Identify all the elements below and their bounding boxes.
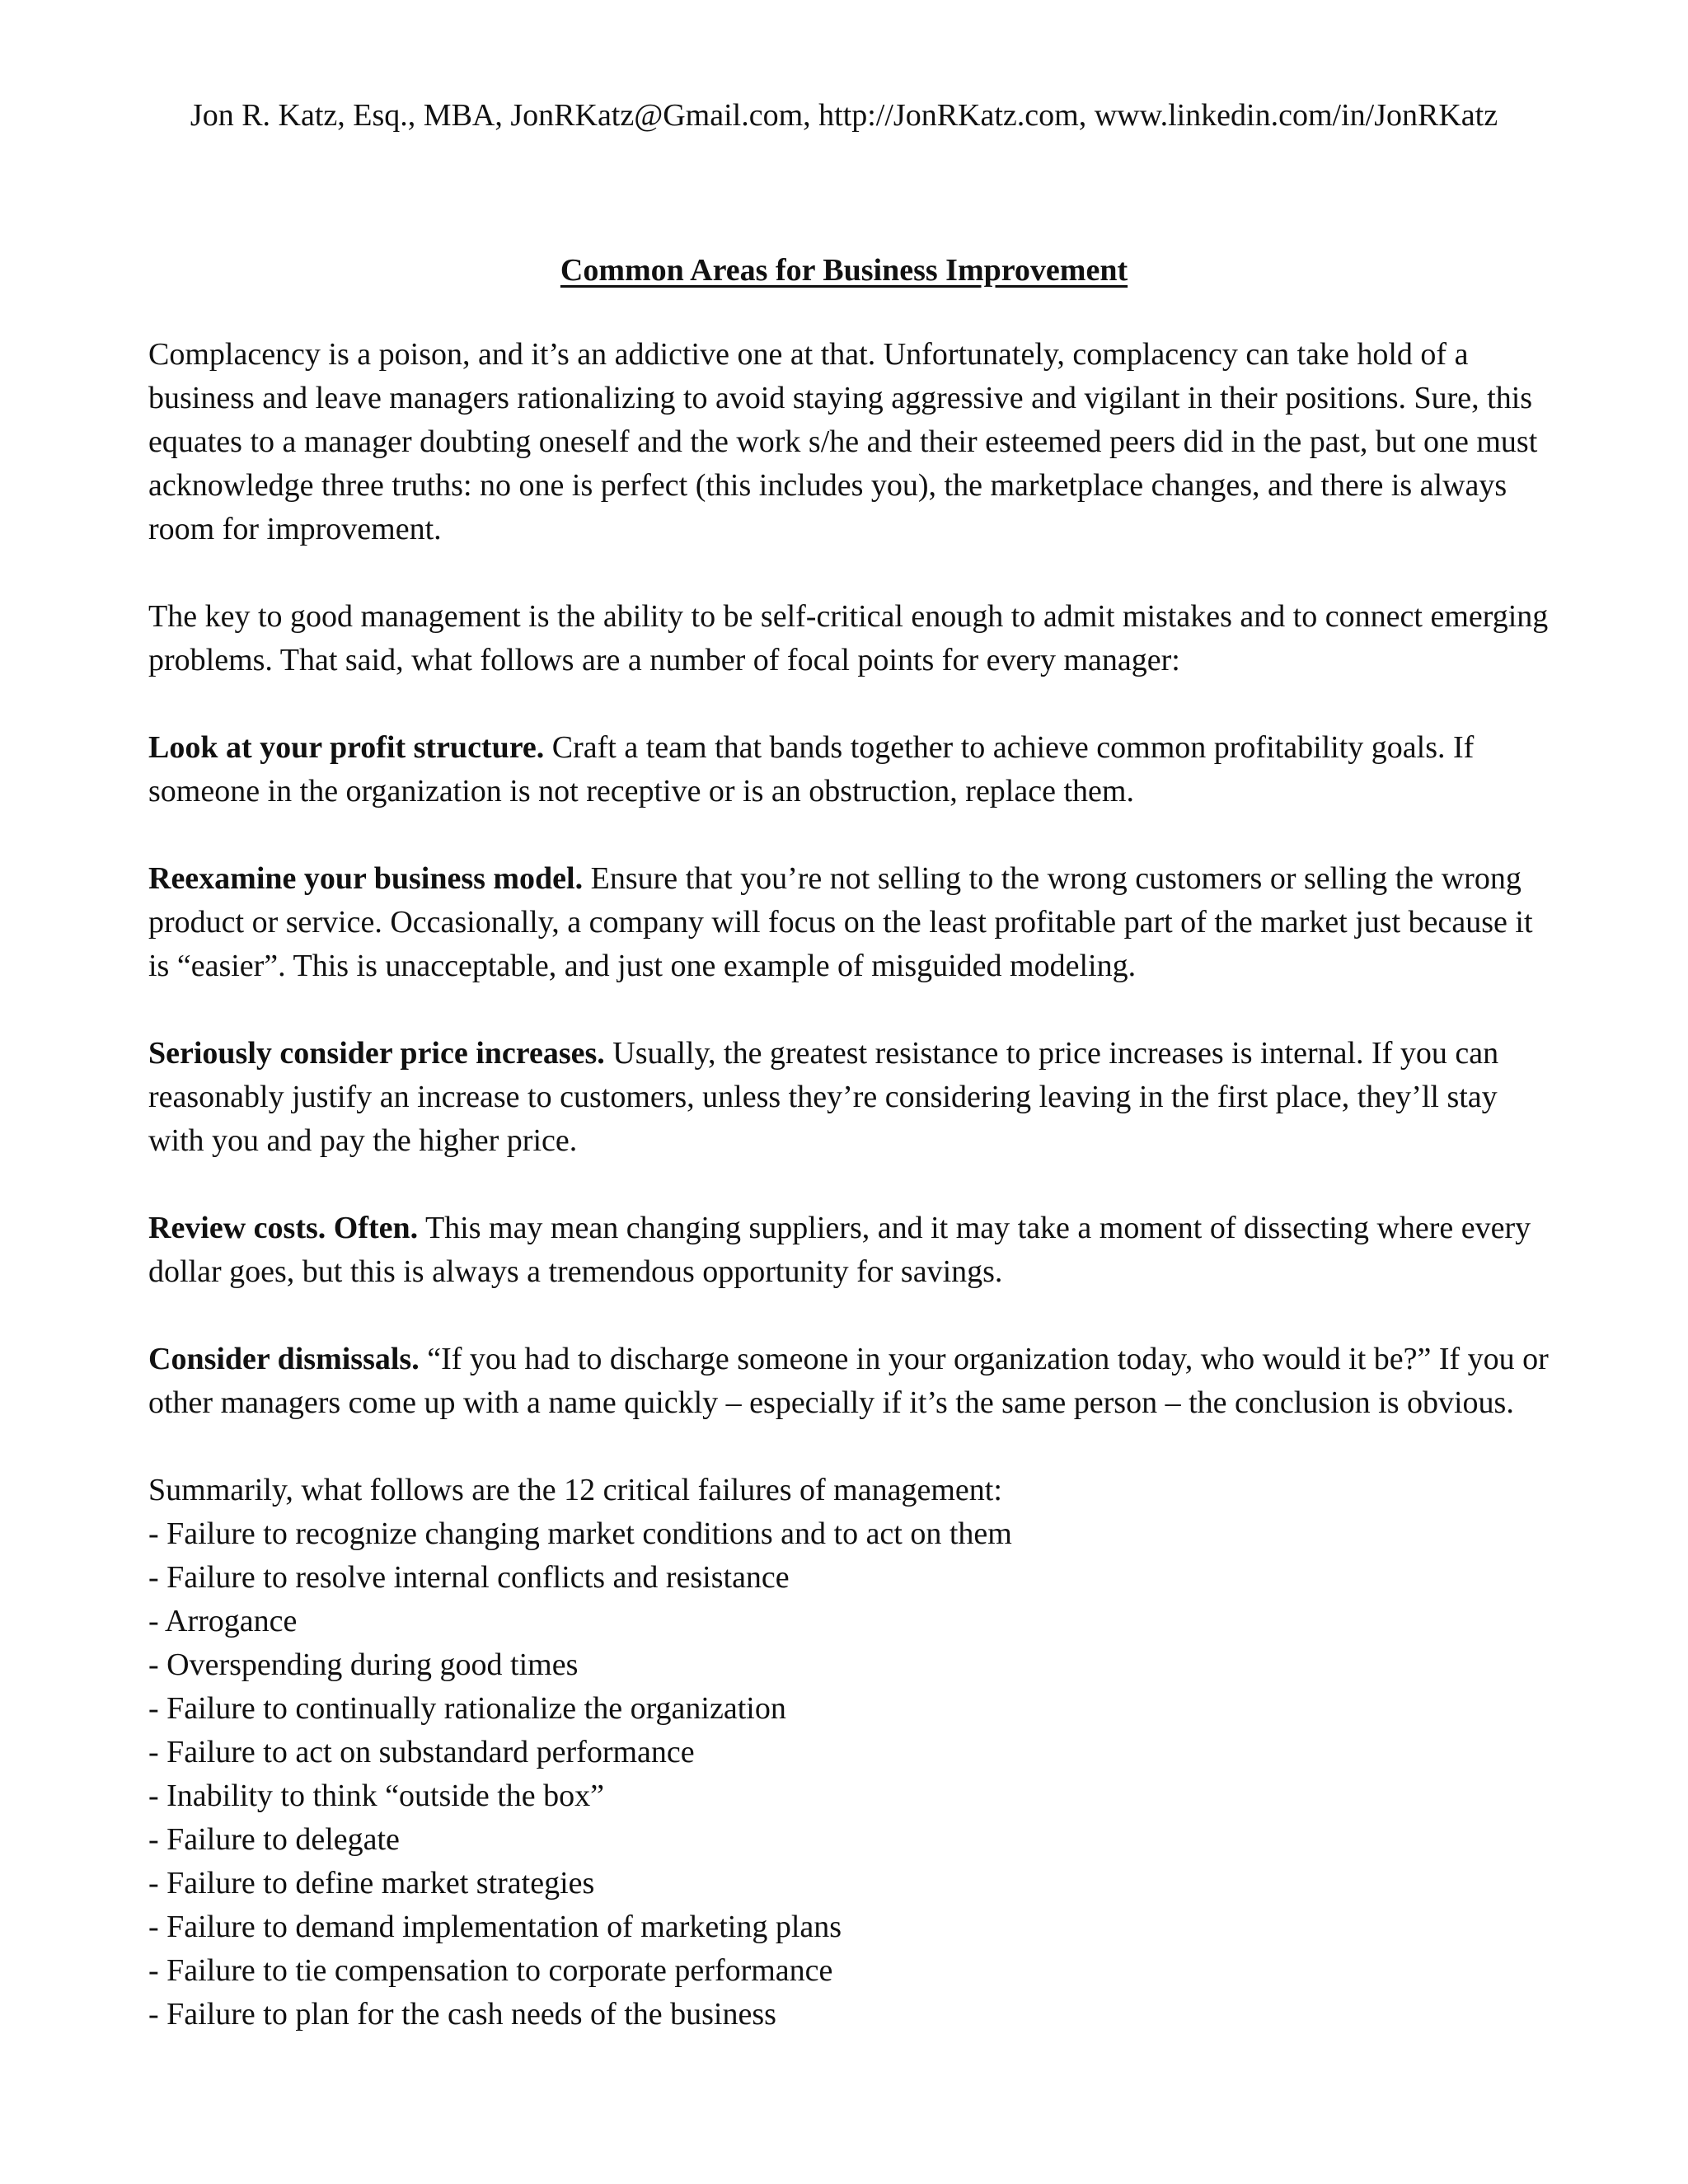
focal-point-text: Usually, the greatest resistance to price increases is internal. If you can reasonably justify an increase to customers, unless they’re considering leaving in the first place, they’ll stay with you and pay the higher price. — [148, 1036, 1499, 1158]
list-item: - Failure to continually rationalize the organization — [148, 1691, 786, 1726]
list-item: - Arrogance — [148, 1604, 298, 1638]
list-item: - Failure to resolve internal conflicts and resistance — [148, 1560, 790, 1595]
list-item: - Failure to demand implementation of marketing plans — [148, 1910, 842, 1944]
list-item: - Failure to tie compensation to corporate performance — [148, 1953, 833, 1988]
intro-paragraph-key-to-management: The key to good management is the ability to be self-critical enough to admit mistakes and to connect emerging problems. That said, what follows are a number of focal points for every manager: — [148, 599, 1549, 677]
focal-point-price-increases — [148, 1032, 1550, 1163]
focal-point-heading: Consider dismissals. — [148, 1342, 420, 1376]
list-item: - Failure to act on substandard performance — [148, 1735, 695, 1769]
focal-point-text: Ensure that you’re not selling to the wrong customers or selling the wrong product or service. Occasionally, a company will focus on the least profitable part of the market just because it is “easier”. This is unacceptable, and just one example of misguided modeling. — [148, 861, 1533, 983]
focal-point-profit-structure — [148, 726, 1550, 813]
document-body — [148, 333, 1550, 2036]
focal-point-heading: Look at your profit structure. — [148, 730, 545, 765]
focal-point-heading: Reexamine your business model. — [148, 861, 584, 896]
focal-point-dismissals — [148, 1338, 1550, 1425]
focal-point-heading: Review costs. Often. — [148, 1211, 419, 1245]
focal-point-review-costs — [148, 1207, 1550, 1294]
list-item: - Failure to recognize changing market conditions and to act on them — [148, 1516, 1012, 1551]
list-item: - Overspending during good times — [148, 1647, 579, 1682]
author-contact-line: Jon R. Katz, Esq., MBA, JonRKatz@Gmail.com, http://JonRKatz.com, www.linkedin.com/in/JonRKatz — [190, 98, 1498, 133]
focal-point-text: This may mean changing suppliers, and it may take a moment of dissecting where every dollar goes, but this is always a tremendous opportunity for savings. — [148, 1211, 1531, 1289]
failures-list — [148, 1512, 1550, 2036]
list-item: - Failure to plan for the cash needs of the business — [148, 1997, 776, 2032]
focal-point-heading: Seriously consider price increases. — [148, 1036, 605, 1071]
list-item: - Failure to delegate — [148, 1822, 400, 1857]
failures-list-intro: Summarily, what follows are the 12 critical failures of management: — [148, 1473, 1002, 1507]
intro-paragraph-complacency: Complacency is a poison, and it’s an addictive one at that. Unfortunately, complacency can take hold of a business and leave managers rationalizing to avoid staying aggressive and vigilant in their positions. Sure, this equates to a manager doubting oneself and the work s/he and their esteemed peers did in the past, but one must acknowledge three truths: no one is perfect (this includes you), the marketplace changes, and there is always room for improvement. — [148, 337, 1538, 546]
document-title: Common Areas for Business Improvement — [560, 253, 1128, 288]
focal-point-business-model — [148, 857, 1550, 988]
list-item: - Failure to define market strategies — [148, 1866, 595, 1900]
focal-point-text: Craft a team that bands together to achieve common profitability goals. If someone in the organization is not receptive or is an obstruction, replace them. — [148, 730, 1475, 808]
list-item: - Inability to think “outside the box” — [148, 1779, 605, 1813]
focal-point-text: “If you had to discharge someone in your organization today, who would it be?” If you or other managers come up with a name quickly – especially if it’s the same person – the conclusion is obvious. — [148, 1342, 1549, 1420]
